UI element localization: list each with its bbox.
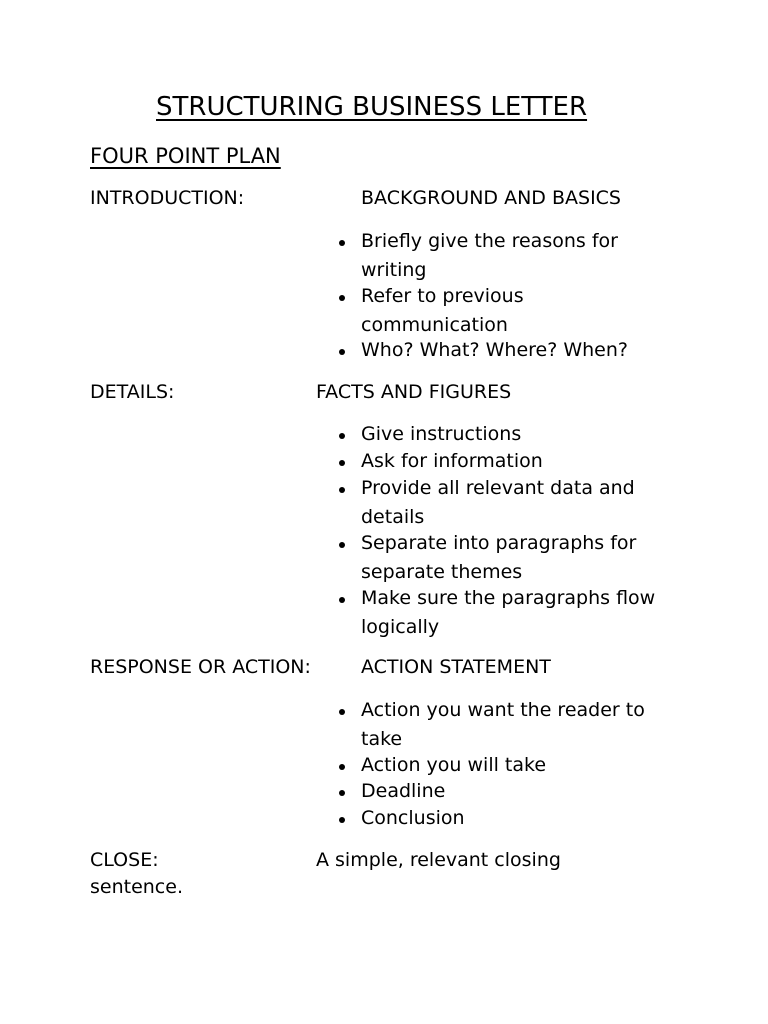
bullet-dot xyxy=(339,240,345,246)
section-subtitle: FOUR POINT PLAN xyxy=(90,144,281,168)
page-title: STRUCTURING BUSINESS LETTER xyxy=(156,92,588,122)
list-item-line: Ask for information xyxy=(361,450,543,472)
list-item-line: Provide all relevant data and xyxy=(361,477,635,499)
list-item-line: Deadline xyxy=(361,780,446,802)
section-heading-introduction: BACKGROUND AND BASICS xyxy=(361,187,621,209)
list-item-line: logically xyxy=(361,616,440,638)
list-item-line: Action you will take xyxy=(361,754,547,776)
bullet-dot xyxy=(339,295,345,301)
section-label-introduction: INTRODUCTION: xyxy=(90,187,245,209)
bullet-dot xyxy=(339,460,345,466)
list-item-line: Action you want the reader to xyxy=(361,699,645,721)
bullet-dot xyxy=(339,487,345,493)
list-item-line: details xyxy=(361,506,425,528)
bullet-dot xyxy=(339,709,345,715)
section-label-details: DETAILS: xyxy=(90,381,175,403)
list-item-line: writing xyxy=(361,259,427,281)
list-item-line: separate themes xyxy=(361,561,523,583)
bullet-dot xyxy=(339,597,345,603)
bullet-dot xyxy=(339,433,345,439)
list-item-line: Make sure the paragraphs flow xyxy=(361,587,656,609)
bullet-dot xyxy=(339,790,345,796)
list-item-line: Who? What? Where? When? xyxy=(361,339,628,361)
close-text-line1: A simple, relevant closing xyxy=(316,849,561,871)
list-item-line: communication xyxy=(361,314,508,336)
section-heading-details: FACTS AND FIGURES xyxy=(316,381,512,403)
list-item-line: Separate into paragraphs for xyxy=(361,532,637,554)
list-item-line: Conclusion xyxy=(361,807,465,829)
list-item-line: take xyxy=(361,728,403,750)
section-label-close: CLOSE: xyxy=(90,849,159,871)
bullet-dot xyxy=(339,817,345,823)
list-item-line: Refer to previous xyxy=(361,285,524,307)
section-heading-response: ACTION STATEMENT xyxy=(361,656,551,678)
bullet-dot xyxy=(339,764,345,770)
section-label-response: RESPONSE OR ACTION: xyxy=(90,656,311,678)
list-item-line: Briefly give the reasons for xyxy=(361,230,618,252)
bullet-dot xyxy=(339,349,345,355)
close-text-line2: sentence. xyxy=(90,876,183,898)
bullet-dot xyxy=(339,542,345,548)
list-item-line: Give instructions xyxy=(361,423,522,445)
